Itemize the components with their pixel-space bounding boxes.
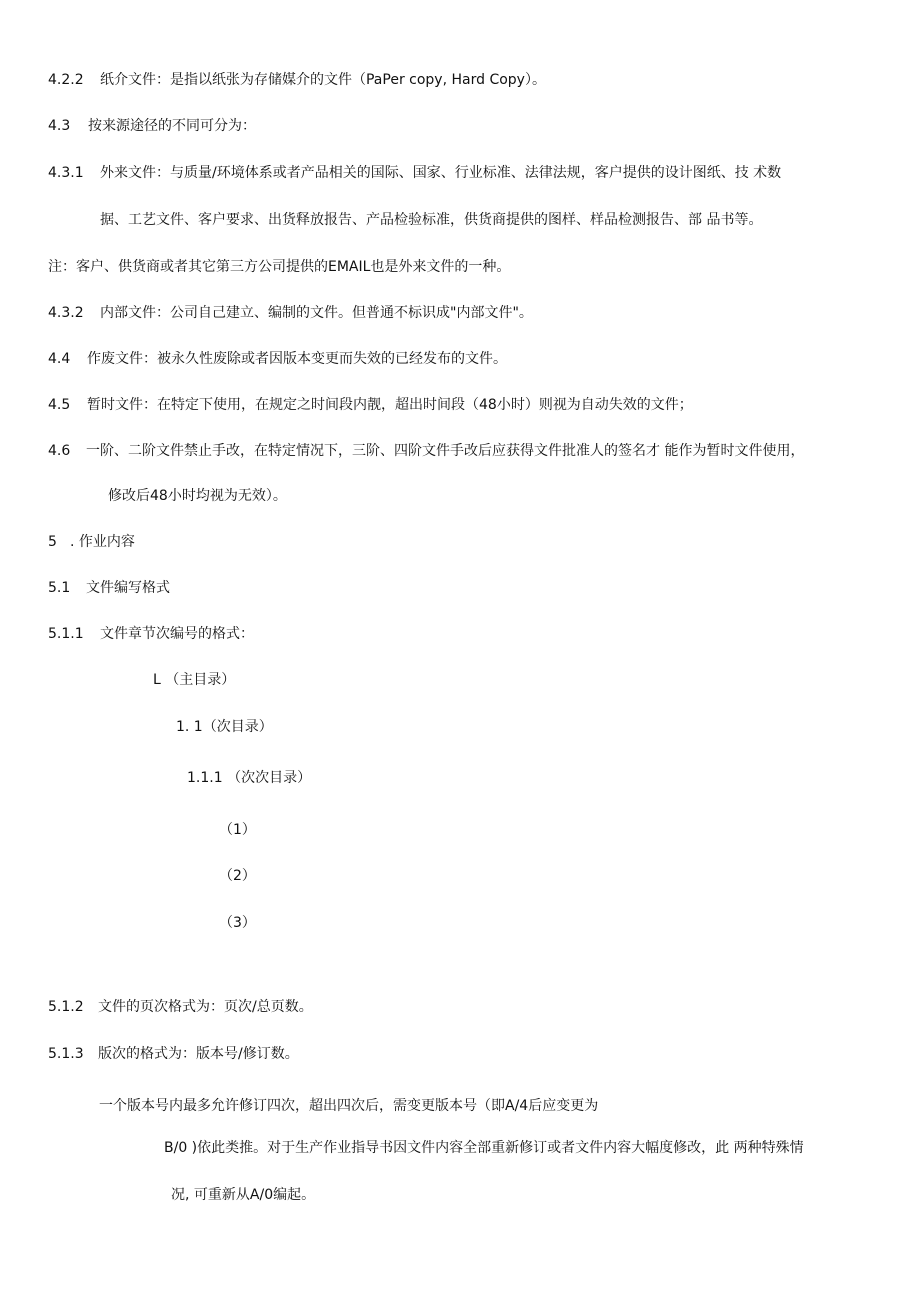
paragraph-text: 一个版本号内最多允许修订四次，超出四次后，需变更版本号（即A/4后应变更为 [99,1098,599,1114]
revision-rule-end [171,1186,315,1204]
revision-rule-continued [164,1139,804,1157]
section-5-1-1 [48,625,254,643]
paragraph-text: B/0 )依此类推。对于生产作业指导书因文件内容全部重新修订或者文件内容大幅度修改，此 两种特殊情 [164,1140,804,1156]
format-text: （2） [219,868,256,884]
revision-rule [99,1097,598,1115]
format-example-item-2 [219,867,256,885]
section-text: 作废文件：被永久性废除或者因版本变更而失效的已经发布的文件。 [87,351,507,367]
section-text: 文件章节次编号的格式： [100,626,254,642]
section-number: 4.3.1 [48,165,84,181]
format-example-item-3 [219,914,256,932]
section-text: 文件的页次格式为：页次/总页数。 [98,999,313,1015]
format-example-item-1 [219,821,256,839]
format-text: 1. 1（次目录） [176,719,273,735]
section-4-2-2 [48,71,546,89]
section-text: 据、工艺文件、客户要求、出货释放报告、产品检验标准，供货商提供的图样、样品检测报告、部 品书等。 [100,212,763,228]
section-4-5 [48,396,693,414]
note [48,258,510,276]
section-number: 5 [48,534,57,550]
section-text: 内部文件：公司自己建立、编制的文件。但普通不标识成"内部文件"。 [100,305,533,321]
section-number: 5.1.3 [48,1046,84,1062]
section-4-4 [48,350,507,368]
section-4-3 [48,117,256,135]
section-text: 一阶、二阶文件禁止手改，在特定情况下，三阶、四阶文件手改后应获得文件批准人的签名才 能作为暂时文件使用， [86,443,805,459]
format-text: L （主目录） [153,672,236,688]
section-text: . 作业内容 [70,534,135,550]
section-4-3-1 [48,164,781,182]
section-number: 4.3 [48,118,71,134]
format-example-main [153,671,235,689]
section-5 [48,533,135,551]
format-text: 1.1.1 （次次目录） [187,770,312,786]
paragraph-text: 况, 可重新从A/0编起。 [171,1187,316,1203]
section-text: 版次的格式为：版本号/修订数。 [98,1046,299,1062]
format-text: （1） [219,822,256,838]
section-text: 文件编写格式 [86,580,170,596]
format-example-sub [176,718,273,736]
section-4-3-1-continued [100,211,762,229]
format-example-subsub [187,769,311,787]
section-5-1-2 [48,998,313,1016]
section-number: 5.1 [48,580,71,596]
section-number: 4.3.2 [48,305,84,321]
section-number: 4.5 [48,397,71,413]
section-number: 4.6 [48,443,71,459]
section-number: 4.4 [48,351,71,367]
section-number: 5.1.2 [48,999,84,1015]
section-number: 5.1.1 [48,626,84,642]
section-5-1-3 [48,1045,299,1063]
section-text: 暂时文件：在特定下使用，在规定之时间段内靓，超出时间段（48小时）则视为自动失效的文件； [87,397,693,413]
section-number: 4.2.2 [48,72,84,88]
note-text: 注：客户、供货商或者其它第三方公司提供的EMAIL也是外来文件的一种。 [48,259,511,275]
format-text: （3） [219,915,256,931]
section-text: 纸介文件：是指以纸张为存储媒介的文件（PaPer copy, Hard Copy）。 [100,72,546,88]
section-text: 修改后48小时均视为无效）。 [108,488,287,504]
section-text: 外来文件：与质量/环境体系或者产品相关的国际、国家、行业标准、法律法规，客户提供的设计图纸、技 术数 [100,165,782,181]
section-text: 按来源途径的不同可分为： [88,118,256,134]
section-4-6-continued [108,487,287,505]
section-4-6 [48,442,804,460]
section-4-3-2 [48,304,533,322]
section-5-1 [48,579,170,597]
